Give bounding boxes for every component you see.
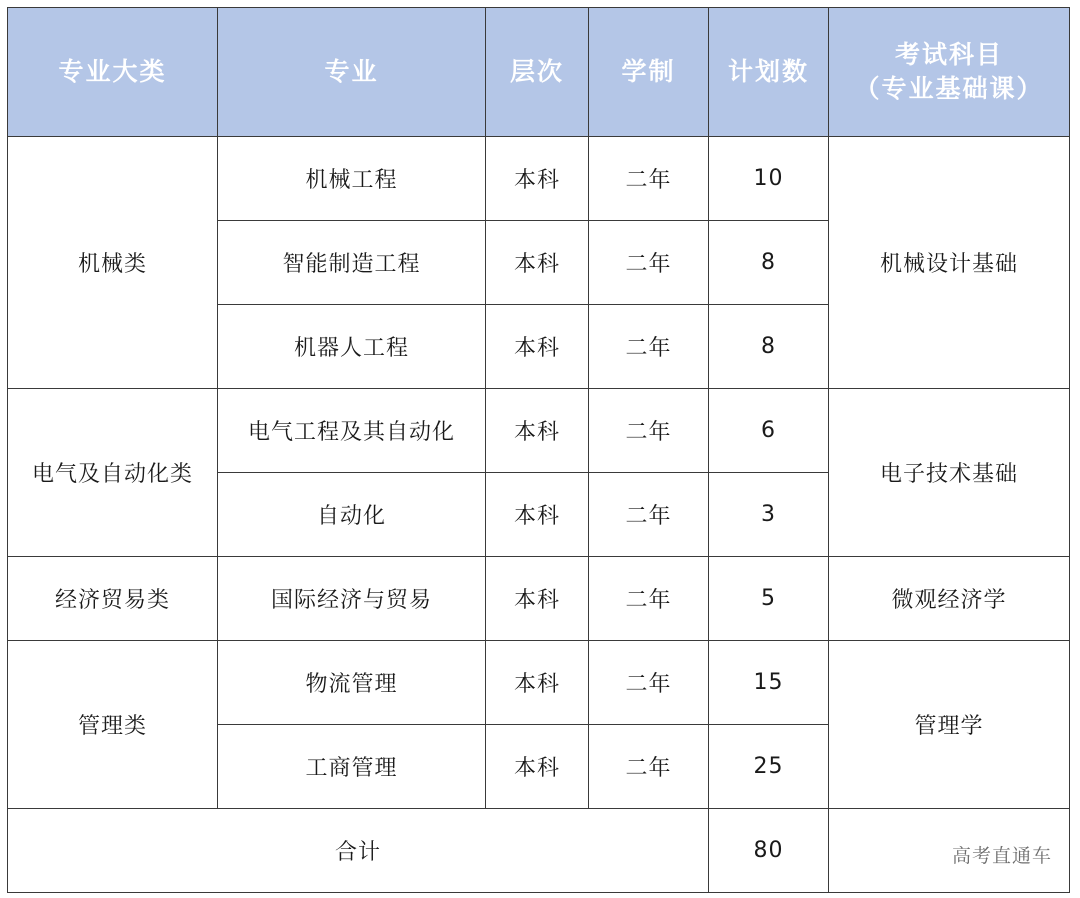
level-cell: 本科 <box>486 641 589 725</box>
duration-cell: 二年 <box>589 557 709 641</box>
level-cell: 本科 <box>486 557 589 641</box>
header-major: 专业 <box>218 8 486 137</box>
table-row <box>8 641 1070 725</box>
duration-cell: 二年 <box>589 725 709 809</box>
table-header <box>8 8 1070 137</box>
total-label: 合计 <box>8 809 709 893</box>
major-cell: 物流管理 <box>218 641 486 725</box>
table-body <box>8 137 1070 893</box>
table-row <box>8 389 1070 473</box>
duration-cell: 二年 <box>589 389 709 473</box>
exam-subject-cell: 微观经济学 <box>829 557 1070 641</box>
enrollment-plan-table <box>7 7 1070 893</box>
category-cell: 经济贸易类 <box>8 557 218 641</box>
header-row <box>8 8 1070 137</box>
quota-cell: 6 <box>709 389 829 473</box>
major-cell: 工商管理 <box>218 725 486 809</box>
level-cell: 本科 <box>486 221 589 305</box>
level-cell: 本科 <box>486 305 589 389</box>
duration-cell: 二年 <box>589 641 709 725</box>
quota-cell: 5 <box>709 557 829 641</box>
header-duration: 学制 <box>589 8 709 137</box>
duration-cell: 二年 <box>589 473 709 557</box>
total-row <box>8 809 1070 893</box>
duration-cell: 二年 <box>589 221 709 305</box>
level-cell: 本科 <box>486 725 589 809</box>
header-exam-subject <box>829 8 1070 137</box>
header-level: 层次 <box>486 8 589 137</box>
total-quota: 80 <box>709 809 829 893</box>
quota-cell: 10 <box>709 137 829 221</box>
header-category: 专业大类 <box>8 8 218 137</box>
major-cell: 智能制造工程 <box>218 221 486 305</box>
table-row <box>8 557 1070 641</box>
header-exam-subject-line2: （专业基础课） <box>854 74 1044 103</box>
quota-cell: 3 <box>709 473 829 557</box>
table-row <box>8 137 1070 221</box>
category-cell: 机械类 <box>8 137 218 389</box>
watermark: 高考直通车 <box>951 845 1052 867</box>
exam-subject-cell: 管理学 <box>829 641 1070 809</box>
category-cell: 电气及自动化类 <box>8 389 218 557</box>
header-quota: 计划数 <box>709 8 829 137</box>
major-cell: 机械工程 <box>218 137 486 221</box>
quota-cell: 15 <box>709 641 829 725</box>
major-cell: 电气工程及其自动化 <box>218 389 486 473</box>
major-cell: 机器人工程 <box>218 305 486 389</box>
quota-cell: 8 <box>709 305 829 389</box>
exam-subject-cell: 电子技术基础 <box>829 389 1070 557</box>
header-exam-subject-line1: 考试科目 <box>894 40 1003 69</box>
level-cell: 本科 <box>486 473 589 557</box>
quota-cell: 25 <box>709 725 829 809</box>
major-cell: 国际经济与贸易 <box>218 557 486 641</box>
level-cell: 本科 <box>486 389 589 473</box>
category-cell: 管理类 <box>8 641 218 809</box>
duration-cell: 二年 <box>589 137 709 221</box>
level-cell: 本科 <box>486 137 589 221</box>
quota-cell: 8 <box>709 221 829 305</box>
duration-cell: 二年 <box>589 305 709 389</box>
exam-subject-cell: 机械设计基础 <box>829 137 1070 389</box>
major-cell: 自动化 <box>218 473 486 557</box>
